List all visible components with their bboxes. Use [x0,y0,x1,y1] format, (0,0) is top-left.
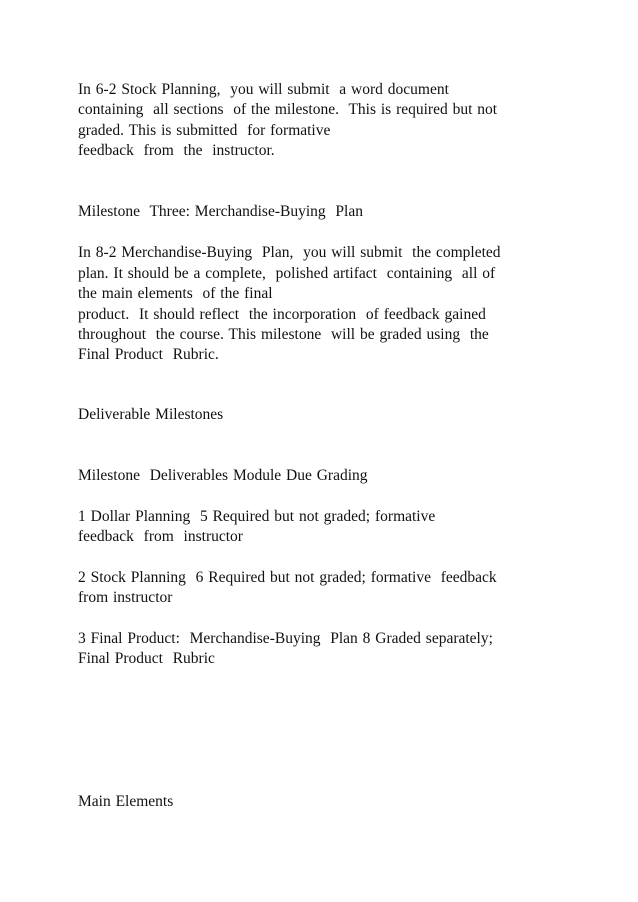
paragraph-stock-planning-line-3: graded. This is submitted for formative [78,122,331,139]
deliverable-row-1-line-2: feedback from instructor [78,528,243,545]
deliverable-row-2-line-1: 2 Stock Planning 6 Required but not graded; formative feedback [78,569,497,586]
paragraph-stock-planning-line-2: containing all sections of the milestone. This is required but not [78,101,498,118]
paragraph-buying-plan-line-6: Final Product Rubric. [78,346,219,363]
paragraph-buying-plan-line-4: product. It should reflect the incorporation of feedback gained [78,306,486,323]
paragraph-buying-plan-line-5: throughout the course. This milestone will be graded using the [78,326,489,343]
milestone-three-heading: Milestone Three: Merchandise-Buying Plan [78,203,363,220]
deliverable-row-3-line-2: Final Product Rubric [78,650,215,667]
deliverables-table-header: Milestone Deliverables Module Due Grading [78,467,368,484]
paragraph-buying-plan-line-3: the main elements of the final [78,285,273,302]
deliverable-row-3-line-1: 3 Final Product: Merchandise-Buying Plan 8 Graded separately; [78,630,493,647]
paragraph-stock-planning-line-1: In 6-2 Stock Planning, you will submit a word document [78,81,449,98]
paragraph-stock-planning-line-4: feedback from the instructor. [78,142,275,159]
paragraph-buying-plan-line-2: plan. It should be a complete, polished artifact containing all of [78,265,496,282]
paragraph-buying-plan-line-1: In 8-2 Merchandise-Buying Plan, you will submit the completed [78,244,501,261]
main-elements-heading: Main Elements [78,793,174,810]
deliverable-row-2-line-2: from instructor [78,589,173,606]
deliverable-row-1-line-1: 1 Dollar Planning 5 Required but not graded; formative [78,508,436,525]
deliverable-milestones-heading: Deliverable Milestones [78,406,224,423]
